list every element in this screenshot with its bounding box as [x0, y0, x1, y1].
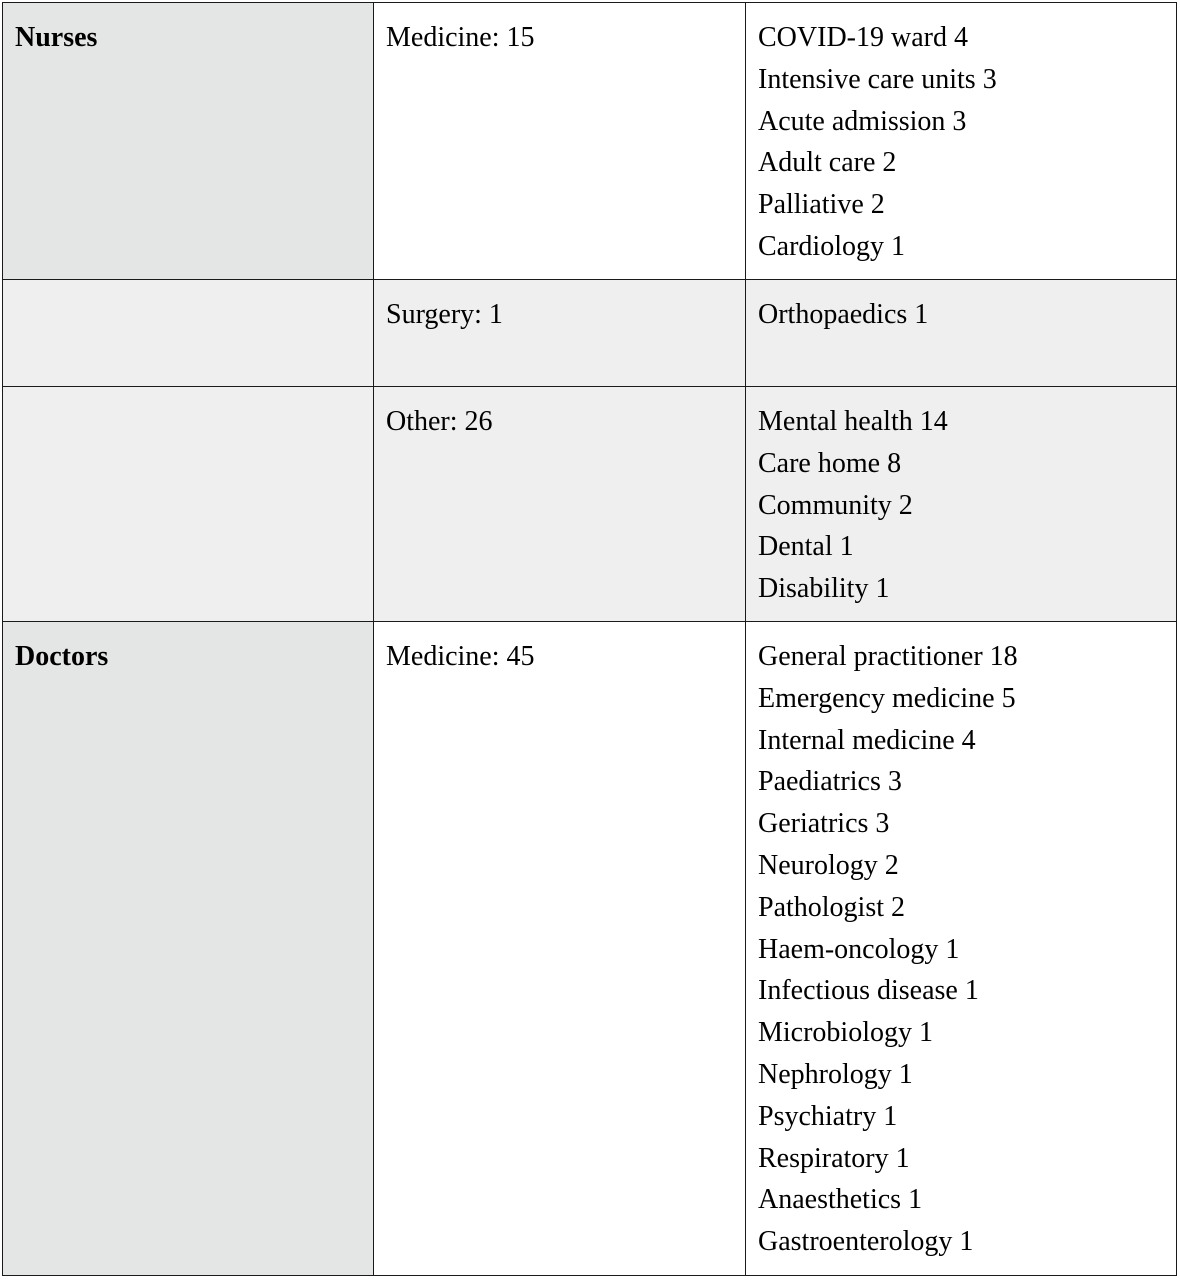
list-item: Palliative 2	[758, 189, 885, 221]
list-item: Community 2	[758, 489, 913, 521]
category-label: Surgery: 1	[386, 299, 503, 330]
list-item: Adult care 2	[758, 147, 897, 179]
list-item: Emergency medicine 5	[758, 682, 1016, 714]
list-item: Care home 8	[758, 447, 902, 479]
list-item: Geriatrics 3	[758, 808, 890, 840]
list-item: Neurology 2	[758, 849, 899, 881]
specialty-list	[758, 17, 1164, 268]
role-cell	[3, 387, 374, 622]
list-item: Haem-oncology 1	[758, 933, 960, 965]
category-cell	[374, 387, 746, 622]
specialty-table	[2, 2, 1177, 1276]
list-item: Infectious disease 1	[758, 975, 979, 1007]
list-item: Mental health 14	[758, 406, 948, 437]
role-cell	[3, 3, 374, 280]
list-item: Nephrology 1	[758, 1058, 913, 1090]
list-item: Orthopaedics 1	[758, 299, 929, 330]
list-item: Internal medicine 4	[758, 724, 976, 756]
table-row	[3, 622, 1177, 1276]
table-row	[3, 387, 1177, 622]
list-item: Gastroenterology 1	[758, 1226, 974, 1258]
specialty-list	[758, 636, 1164, 1263]
role-cell	[3, 622, 374, 1276]
specialty-list	[758, 294, 1164, 336]
category-label: Medicine: 45	[386, 641, 535, 672]
list-item: Anaesthetics 1	[758, 1184, 923, 1216]
role-cell	[3, 280, 374, 387]
category-label: Other: 26	[386, 406, 493, 437]
list-item: COVID-19 ward 4	[758, 22, 968, 53]
role-label: Doctors	[15, 641, 109, 672]
list-item: Acute admission 3	[758, 105, 967, 137]
category-cell	[374, 622, 746, 1276]
list-item: General practitioner 18	[758, 641, 1018, 672]
list-item: Intensive care units 3	[758, 63, 997, 95]
list-item: Cardiology 1	[758, 230, 905, 262]
table-row	[3, 3, 1177, 280]
specialty-cell	[746, 280, 1177, 387]
list-item: Paediatrics 3	[758, 766, 902, 798]
list-item: Respiratory 1	[758, 1142, 910, 1174]
list-item: Disability 1	[758, 573, 890, 605]
table-row	[3, 280, 1177, 387]
list-item: Pathologist 2	[758, 891, 906, 923]
category-cell	[374, 3, 746, 280]
category-label: Medicine: 15	[386, 22, 535, 53]
specialty-cell	[746, 622, 1177, 1276]
category-cell	[374, 280, 746, 387]
specialty-cell	[746, 3, 1177, 280]
role-label: Nurses	[15, 22, 98, 53]
list-item: Psychiatry 1	[758, 1100, 898, 1132]
list-item: Microbiology 1	[758, 1017, 933, 1049]
list-item: Dental 1	[758, 531, 854, 563]
specialty-cell	[746, 387, 1177, 622]
specialty-list	[758, 401, 1164, 610]
